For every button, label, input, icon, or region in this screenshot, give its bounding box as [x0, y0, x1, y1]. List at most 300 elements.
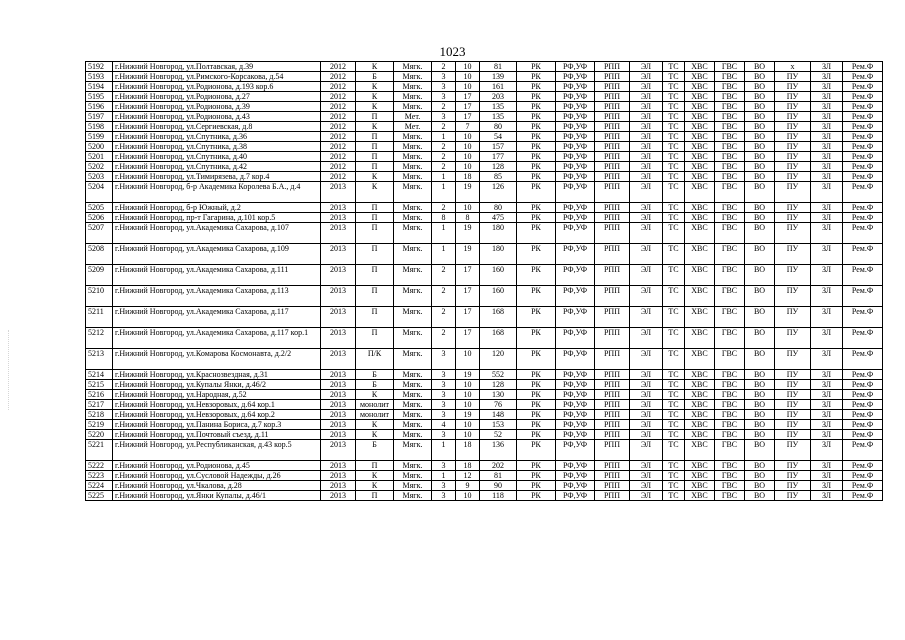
cell-cold-water: ХВС	[685, 370, 715, 380]
cell-address: г.Нижний Новгород, ул.Академика Сахарова, д.113	[113, 286, 321, 307]
cell-address: г.Нижний Новгород, ул.Сергиевская, д.8	[113, 122, 321, 132]
cell-apartments: 202	[480, 461, 517, 471]
cell-sewerage: ВО	[745, 481, 775, 491]
cell-apartments: 130	[480, 390, 517, 400]
cell-meters: ПУ	[775, 213, 811, 223]
cell-floors: 18	[456, 461, 480, 471]
cell-apartments: 157	[480, 142, 517, 152]
cell-repair-fund: Рем.Ф	[843, 142, 883, 152]
cell-zl: ЗЛ	[811, 481, 843, 491]
cell-heating: ТС	[663, 461, 685, 471]
cell-wall-material: К	[356, 102, 394, 112]
cell-row-number: 5203	[86, 172, 113, 182]
cell-sewerage: ВО	[745, 152, 775, 162]
cell-apartments: 118	[480, 491, 517, 501]
cell-wall-material: П	[356, 112, 394, 122]
cell-floors: 10	[456, 132, 480, 142]
cell-rpp: РПП	[595, 82, 630, 92]
cell-hot-water: ГВС	[715, 172, 745, 182]
cell-apartments: 160	[480, 265, 517, 286]
cell-year: 2013	[321, 380, 356, 390]
cell-floors: 8	[456, 213, 480, 223]
cell-meters: ПУ	[775, 82, 811, 92]
cell-entrances: 2	[432, 102, 456, 112]
cell-wall-material: П	[356, 286, 394, 307]
cell-address: г.Нижний Новгород, ул.Комарова Космонавта, д.2/2	[113, 349, 321, 370]
cell-zl: ЗЛ	[811, 420, 843, 430]
cell-entrances: 2	[432, 122, 456, 132]
cell-mgmt-type: РК	[517, 400, 556, 410]
cell-repair-fund: Рем.Ф	[843, 481, 883, 491]
cell-floors: 10	[456, 491, 480, 501]
cell-zl: ЗЛ	[811, 142, 843, 152]
cell-rpp: РПП	[595, 172, 630, 182]
cell-sewerage: ВО	[745, 390, 775, 400]
cell-cold-water: ХВС	[685, 471, 715, 481]
cell-entrances: 2	[432, 307, 456, 328]
cell-row-number: 5210	[86, 286, 113, 307]
cell-wall-material: Б	[356, 370, 394, 380]
cell-year: 2013	[321, 440, 356, 461]
cell-repair-fund: Рем.Ф	[843, 390, 883, 400]
table-row	[86, 102, 883, 112]
cell-sewerage: ВО	[745, 430, 775, 440]
cell-meters: ПУ	[775, 182, 811, 203]
cell-electricity: ЭЛ	[630, 430, 663, 440]
cell-hot-water: ГВС	[715, 420, 745, 430]
cell-hot-water: ГВС	[715, 410, 745, 420]
cell-mgmt-type: РК	[517, 265, 556, 286]
cell-year: 2012	[321, 112, 356, 122]
cell-zl: ЗЛ	[811, 461, 843, 471]
table-row	[86, 440, 883, 461]
cell-fund-type: РФ,УФ	[556, 265, 595, 286]
cell-mgmt-type: РК	[517, 142, 556, 152]
cell-electricity: ЭЛ	[630, 203, 663, 213]
cell-repair-fund: Рем.Ф	[843, 92, 883, 102]
table-row	[86, 400, 883, 410]
cell-sewerage: ВО	[745, 349, 775, 370]
cell-row-number: 5219	[86, 420, 113, 430]
cell-meters: ПУ	[775, 440, 811, 461]
table-row	[86, 410, 883, 420]
cell-year: 2012	[321, 162, 356, 172]
cell-apartments: 52	[480, 430, 517, 440]
cell-meters: ПУ	[775, 481, 811, 491]
table-row	[86, 92, 883, 102]
cell-entrances: 3	[432, 410, 456, 420]
cell-fund-type: РФ,УФ	[556, 400, 595, 410]
cell-zl: ЗЛ	[811, 400, 843, 410]
cell-electricity: ЭЛ	[630, 420, 663, 430]
cell-repair-fund: Рем.Ф	[843, 223, 883, 244]
cell-entrances: 3	[432, 400, 456, 410]
cell-roof-type: Мягк.	[394, 72, 432, 82]
cell-heating: ТС	[663, 92, 685, 102]
cell-repair-fund: Рем.Ф	[843, 440, 883, 461]
cell-heating: ТС	[663, 102, 685, 112]
cell-year: 2013	[321, 471, 356, 481]
table-row	[86, 122, 883, 132]
table-row	[86, 182, 883, 203]
cell-wall-material: К	[356, 390, 394, 400]
cell-floors: 10	[456, 203, 480, 213]
cell-floors: 19	[456, 182, 480, 203]
cell-mgmt-type: РК	[517, 471, 556, 481]
cell-fund-type: РФ,УФ	[556, 172, 595, 182]
cell-hot-water: ГВС	[715, 82, 745, 92]
cell-cold-water: ХВС	[685, 286, 715, 307]
cell-wall-material: П	[356, 213, 394, 223]
table-row	[86, 380, 883, 390]
table-row	[86, 112, 883, 122]
cell-electricity: ЭЛ	[630, 400, 663, 410]
cell-wall-material: П	[356, 491, 394, 501]
cell-cold-water: ХВС	[685, 223, 715, 244]
cell-year: 2013	[321, 244, 356, 265]
cell-zl: ЗЛ	[811, 390, 843, 400]
cell-apartments: 475	[480, 213, 517, 223]
cell-row-number: 5194	[86, 82, 113, 92]
cell-floors: 19	[456, 410, 480, 420]
cell-repair-fund: Рем.Ф	[843, 102, 883, 112]
cell-address: г.Нижний Новгород, ул.Полтавская, д.39	[113, 62, 321, 72]
cell-mgmt-type: РК	[517, 328, 556, 349]
table-row	[86, 213, 883, 223]
cell-fund-type: РФ,УФ	[556, 420, 595, 430]
cell-wall-material: Б	[356, 440, 394, 461]
cell-row-number: 5206	[86, 213, 113, 223]
cell-year: 2013	[321, 420, 356, 430]
cell-address: г.Нижний Новгород, ул.Краснозвездная, д.31	[113, 370, 321, 380]
cell-address: г.Нижний Новгород, ул.Родионова, д.193 кор.6	[113, 82, 321, 92]
cell-year: 2012	[321, 142, 356, 152]
cell-heating: ТС	[663, 390, 685, 400]
cell-fund-type: РФ,УФ	[556, 390, 595, 400]
cell-roof-type: Мягк.	[394, 244, 432, 265]
cell-sewerage: ВО	[745, 92, 775, 102]
cell-mgmt-type: РК	[517, 461, 556, 471]
cell-zl: ЗЛ	[811, 328, 843, 349]
cell-roof-type: Мягк.	[394, 62, 432, 72]
cell-address: г.Нижний Новгород, ул.Янки Купалы, д.46/1	[113, 491, 321, 501]
cell-zl: ЗЛ	[811, 62, 843, 72]
cell-fund-type: РФ,УФ	[556, 112, 595, 122]
cell-heating: ТС	[663, 244, 685, 265]
page-number: 1023	[439, 44, 466, 59]
cell-roof-type: Мягк.	[394, 172, 432, 182]
cell-rpp: РПП	[595, 430, 630, 440]
cell-rpp: РПП	[595, 62, 630, 72]
cell-meters: ПУ	[775, 370, 811, 380]
cell-cold-water: ХВС	[685, 142, 715, 152]
cell-floors: 10	[456, 430, 480, 440]
cell-floors: 10	[456, 380, 480, 390]
table-row	[86, 132, 883, 142]
cell-apartments: 135	[480, 102, 517, 112]
cell-meters: ПУ	[775, 152, 811, 162]
cell-entrances: 1	[432, 244, 456, 265]
cell-apartments: 81	[480, 471, 517, 481]
cell-sewerage: ВО	[745, 286, 775, 307]
cell-zl: ЗЛ	[811, 244, 843, 265]
cell-mgmt-type: РК	[517, 62, 556, 72]
cell-mgmt-type: РК	[517, 122, 556, 132]
cell-heating: ТС	[663, 380, 685, 390]
cell-rpp: РПП	[595, 307, 630, 328]
cell-apartments: 136	[480, 440, 517, 461]
cell-electricity: ЭЛ	[630, 92, 663, 102]
cell-fund-type: РФ,УФ	[556, 92, 595, 102]
cell-heating: ТС	[663, 430, 685, 440]
cell-year: 2012	[321, 72, 356, 82]
cell-electricity: ЭЛ	[630, 213, 663, 223]
cell-sewerage: ВО	[745, 132, 775, 142]
cell-year: 2013	[321, 430, 356, 440]
cell-meters: ПУ	[775, 172, 811, 182]
cell-row-number: 5202	[86, 162, 113, 172]
cell-hot-water: ГВС	[715, 400, 745, 410]
cell-heating: ТС	[663, 213, 685, 223]
cell-address: г.Нижний Новгород, ул.Академика Сахарова, д.111	[113, 265, 321, 286]
cell-sewerage: ВО	[745, 223, 775, 244]
cell-heating: ТС	[663, 491, 685, 501]
cell-hot-water: ГВС	[715, 162, 745, 172]
cell-rpp: РПП	[595, 380, 630, 390]
cell-zl: ЗЛ	[811, 370, 843, 380]
table-row	[86, 461, 883, 471]
cell-floors: 10	[456, 349, 480, 370]
cell-row-number: 5212	[86, 328, 113, 349]
table-row	[86, 349, 883, 370]
cell-fund-type: РФ,УФ	[556, 491, 595, 501]
cell-row-number: 5207	[86, 223, 113, 244]
cell-repair-fund: Рем.Ф	[843, 307, 883, 328]
cell-floors: 17	[456, 112, 480, 122]
cell-meters: ПУ	[775, 122, 811, 132]
cell-sewerage: ВО	[745, 410, 775, 420]
cell-entrances: 3	[432, 380, 456, 390]
cell-roof-type: Мягк.	[394, 430, 432, 440]
cell-heating: ТС	[663, 481, 685, 491]
cell-electricity: ЭЛ	[630, 491, 663, 501]
cell-electricity: ЭЛ	[630, 461, 663, 471]
cell-meters: х	[775, 62, 811, 72]
cell-repair-fund: Рем.Ф	[843, 152, 883, 162]
cell-repair-fund: Рем.Ф	[843, 349, 883, 370]
table-row	[86, 491, 883, 501]
cell-meters: ПУ	[775, 286, 811, 307]
cell-fund-type: РФ,УФ	[556, 203, 595, 213]
cell-year: 2012	[321, 152, 356, 162]
cell-repair-fund: Рем.Ф	[843, 461, 883, 471]
cell-zl: ЗЛ	[811, 307, 843, 328]
cell-address: г.Нижний Новгород, ул.Сусловой Надежды, д.26	[113, 471, 321, 481]
cell-entrances: 3	[432, 349, 456, 370]
table-row	[86, 265, 883, 286]
cell-address: г.Нижний Новгород, ул.Спутника, д.42	[113, 162, 321, 172]
cell-mgmt-type: РК	[517, 223, 556, 244]
cell-hot-water: ГВС	[715, 244, 745, 265]
cell-heating: ТС	[663, 328, 685, 349]
cell-meters: ПУ	[775, 102, 811, 112]
cell-electricity: ЭЛ	[630, 152, 663, 162]
cell-rpp: РПП	[595, 72, 630, 82]
cell-heating: ТС	[663, 307, 685, 328]
cell-address: г.Нижний Новгород, ул.Академика Сахарова, д.109	[113, 244, 321, 265]
cell-row-number: 5215	[86, 380, 113, 390]
cell-cold-water: ХВС	[685, 62, 715, 72]
cell-fund-type: РФ,УФ	[556, 430, 595, 440]
cell-entrances: 3	[432, 82, 456, 92]
cell-zl: ЗЛ	[811, 172, 843, 182]
cell-wall-material: К	[356, 430, 394, 440]
cell-row-number: 5214	[86, 370, 113, 380]
cell-zl: ЗЛ	[811, 491, 843, 501]
cell-apartments: 180	[480, 244, 517, 265]
cell-wall-material: П	[356, 244, 394, 265]
cell-entrances: 3	[432, 390, 456, 400]
cell-electricity: ЭЛ	[630, 132, 663, 142]
cell-electricity: ЭЛ	[630, 307, 663, 328]
cell-wall-material: П	[356, 223, 394, 244]
cell-heating: ТС	[663, 223, 685, 244]
cell-repair-fund: Рем.Ф	[843, 203, 883, 213]
cell-zl: ЗЛ	[811, 92, 843, 102]
cell-sewerage: ВО	[745, 307, 775, 328]
cell-row-number: 5201	[86, 152, 113, 162]
cell-meters: ПУ	[775, 491, 811, 501]
cell-row-number: 5196	[86, 102, 113, 112]
cell-floors: 17	[456, 307, 480, 328]
cell-rpp: РПП	[595, 112, 630, 122]
cell-address: г.Нижний Новгород, ул.Родионова, д.45	[113, 461, 321, 471]
cell-zl: ЗЛ	[811, 203, 843, 213]
cell-year: 2013	[321, 461, 356, 471]
cell-address: г.Нижний Новгород, ул.Невзоровых, д.64 кор.1	[113, 400, 321, 410]
cell-address: г.Нижний Новгород, ул.Академика Сахарова, д.107	[113, 223, 321, 244]
cell-meters: ПУ	[775, 223, 811, 244]
cell-repair-fund: Рем.Ф	[843, 244, 883, 265]
cell-year: 2013	[321, 400, 356, 410]
cell-roof-type: Мягк.	[394, 203, 432, 213]
cell-roof-type: Мягк.	[394, 182, 432, 203]
cell-year: 2013	[321, 203, 356, 213]
cell-floors: 19	[456, 370, 480, 380]
cell-row-number: 5220	[86, 430, 113, 440]
cell-sewerage: ВО	[745, 112, 775, 122]
cell-wall-material: П	[356, 307, 394, 328]
cell-address: г.Нижний Новгород, ул.Панина Бориса, д.7 кор.3	[113, 420, 321, 430]
cell-meters: ПУ	[775, 380, 811, 390]
cell-fund-type: РФ,УФ	[556, 213, 595, 223]
cell-cold-water: ХВС	[685, 182, 715, 203]
cell-electricity: ЭЛ	[630, 112, 663, 122]
cell-meters: ПУ	[775, 203, 811, 213]
table-row	[86, 481, 883, 491]
cell-roof-type: Мягк.	[394, 370, 432, 380]
cell-rpp: РПП	[595, 223, 630, 244]
cell-year: 2013	[321, 265, 356, 286]
cell-apartments: 76	[480, 400, 517, 410]
cell-repair-fund: Рем.Ф	[843, 213, 883, 223]
cell-repair-fund: Рем.Ф	[843, 172, 883, 182]
cell-hot-water: ГВС	[715, 328, 745, 349]
cell-repair-fund: Рем.Ф	[843, 410, 883, 420]
cell-wall-material: П	[356, 152, 394, 162]
cell-apartments: 90	[480, 481, 517, 491]
cell-rpp: РПП	[595, 420, 630, 430]
cell-roof-type: Мягк.	[394, 307, 432, 328]
cell-address: г.Нижний Новгород, ул.Римского-Корсакова, д.54	[113, 72, 321, 82]
cell-rpp: РПП	[595, 142, 630, 152]
cell-address: г.Нижний Новгород, б-р Южный, д.2	[113, 203, 321, 213]
cell-roof-type: Мягк.	[394, 390, 432, 400]
cell-mgmt-type: РК	[517, 203, 556, 213]
cell-cold-water: ХВС	[685, 265, 715, 286]
cell-meters: ПУ	[775, 72, 811, 82]
cell-roof-type: Мягк.	[394, 92, 432, 102]
cell-mgmt-type: РК	[517, 390, 556, 400]
cell-zl: ЗЛ	[811, 349, 843, 370]
cell-entrances: 8	[432, 213, 456, 223]
cell-rpp: РПП	[595, 265, 630, 286]
cell-sewerage: ВО	[745, 328, 775, 349]
cell-meters: ПУ	[775, 112, 811, 122]
table-row	[86, 420, 883, 430]
cell-fund-type: РФ,УФ	[556, 461, 595, 471]
cell-electricity: ЭЛ	[630, 72, 663, 82]
cell-mgmt-type: РК	[517, 370, 556, 380]
cell-row-number: 5208	[86, 244, 113, 265]
cell-cold-water: ХВС	[685, 102, 715, 112]
cell-roof-type: Мягк.	[394, 213, 432, 223]
cell-electricity: ЭЛ	[630, 286, 663, 307]
cell-heating: ТС	[663, 162, 685, 172]
cell-zl: ЗЛ	[811, 380, 843, 390]
cell-fund-type: РФ,УФ	[556, 62, 595, 72]
cell-year: 2012	[321, 122, 356, 132]
cell-repair-fund: Рем.Ф	[843, 328, 883, 349]
cell-cold-water: ХВС	[685, 328, 715, 349]
cell-rpp: РПП	[595, 400, 630, 410]
cell-mgmt-type: РК	[517, 82, 556, 92]
cell-rpp: РПП	[595, 491, 630, 501]
table-row	[86, 72, 883, 82]
cell-floors: 18	[456, 440, 480, 461]
cell-heating: ТС	[663, 122, 685, 132]
cell-rpp: РПП	[595, 410, 630, 420]
cell-apartments: 160	[480, 286, 517, 307]
cell-cold-water: ХВС	[685, 82, 715, 92]
cell-hot-water: ГВС	[715, 430, 745, 440]
cell-hot-water: ГВС	[715, 380, 745, 390]
cell-row-number: 5213	[86, 349, 113, 370]
cell-row-number: 5216	[86, 390, 113, 400]
table-row	[86, 162, 883, 172]
table-row	[86, 286, 883, 307]
cell-row-number: 5211	[86, 307, 113, 328]
cell-cold-water: ХВС	[685, 410, 715, 420]
cell-apartments: 80	[480, 203, 517, 213]
cell-mgmt-type: РК	[517, 92, 556, 102]
cell-floors: 9	[456, 481, 480, 491]
cell-rpp: РПП	[595, 132, 630, 142]
cell-zl: ЗЛ	[811, 430, 843, 440]
cell-heating: ТС	[663, 370, 685, 380]
cell-floors: 17	[456, 265, 480, 286]
cell-heating: ТС	[663, 182, 685, 203]
